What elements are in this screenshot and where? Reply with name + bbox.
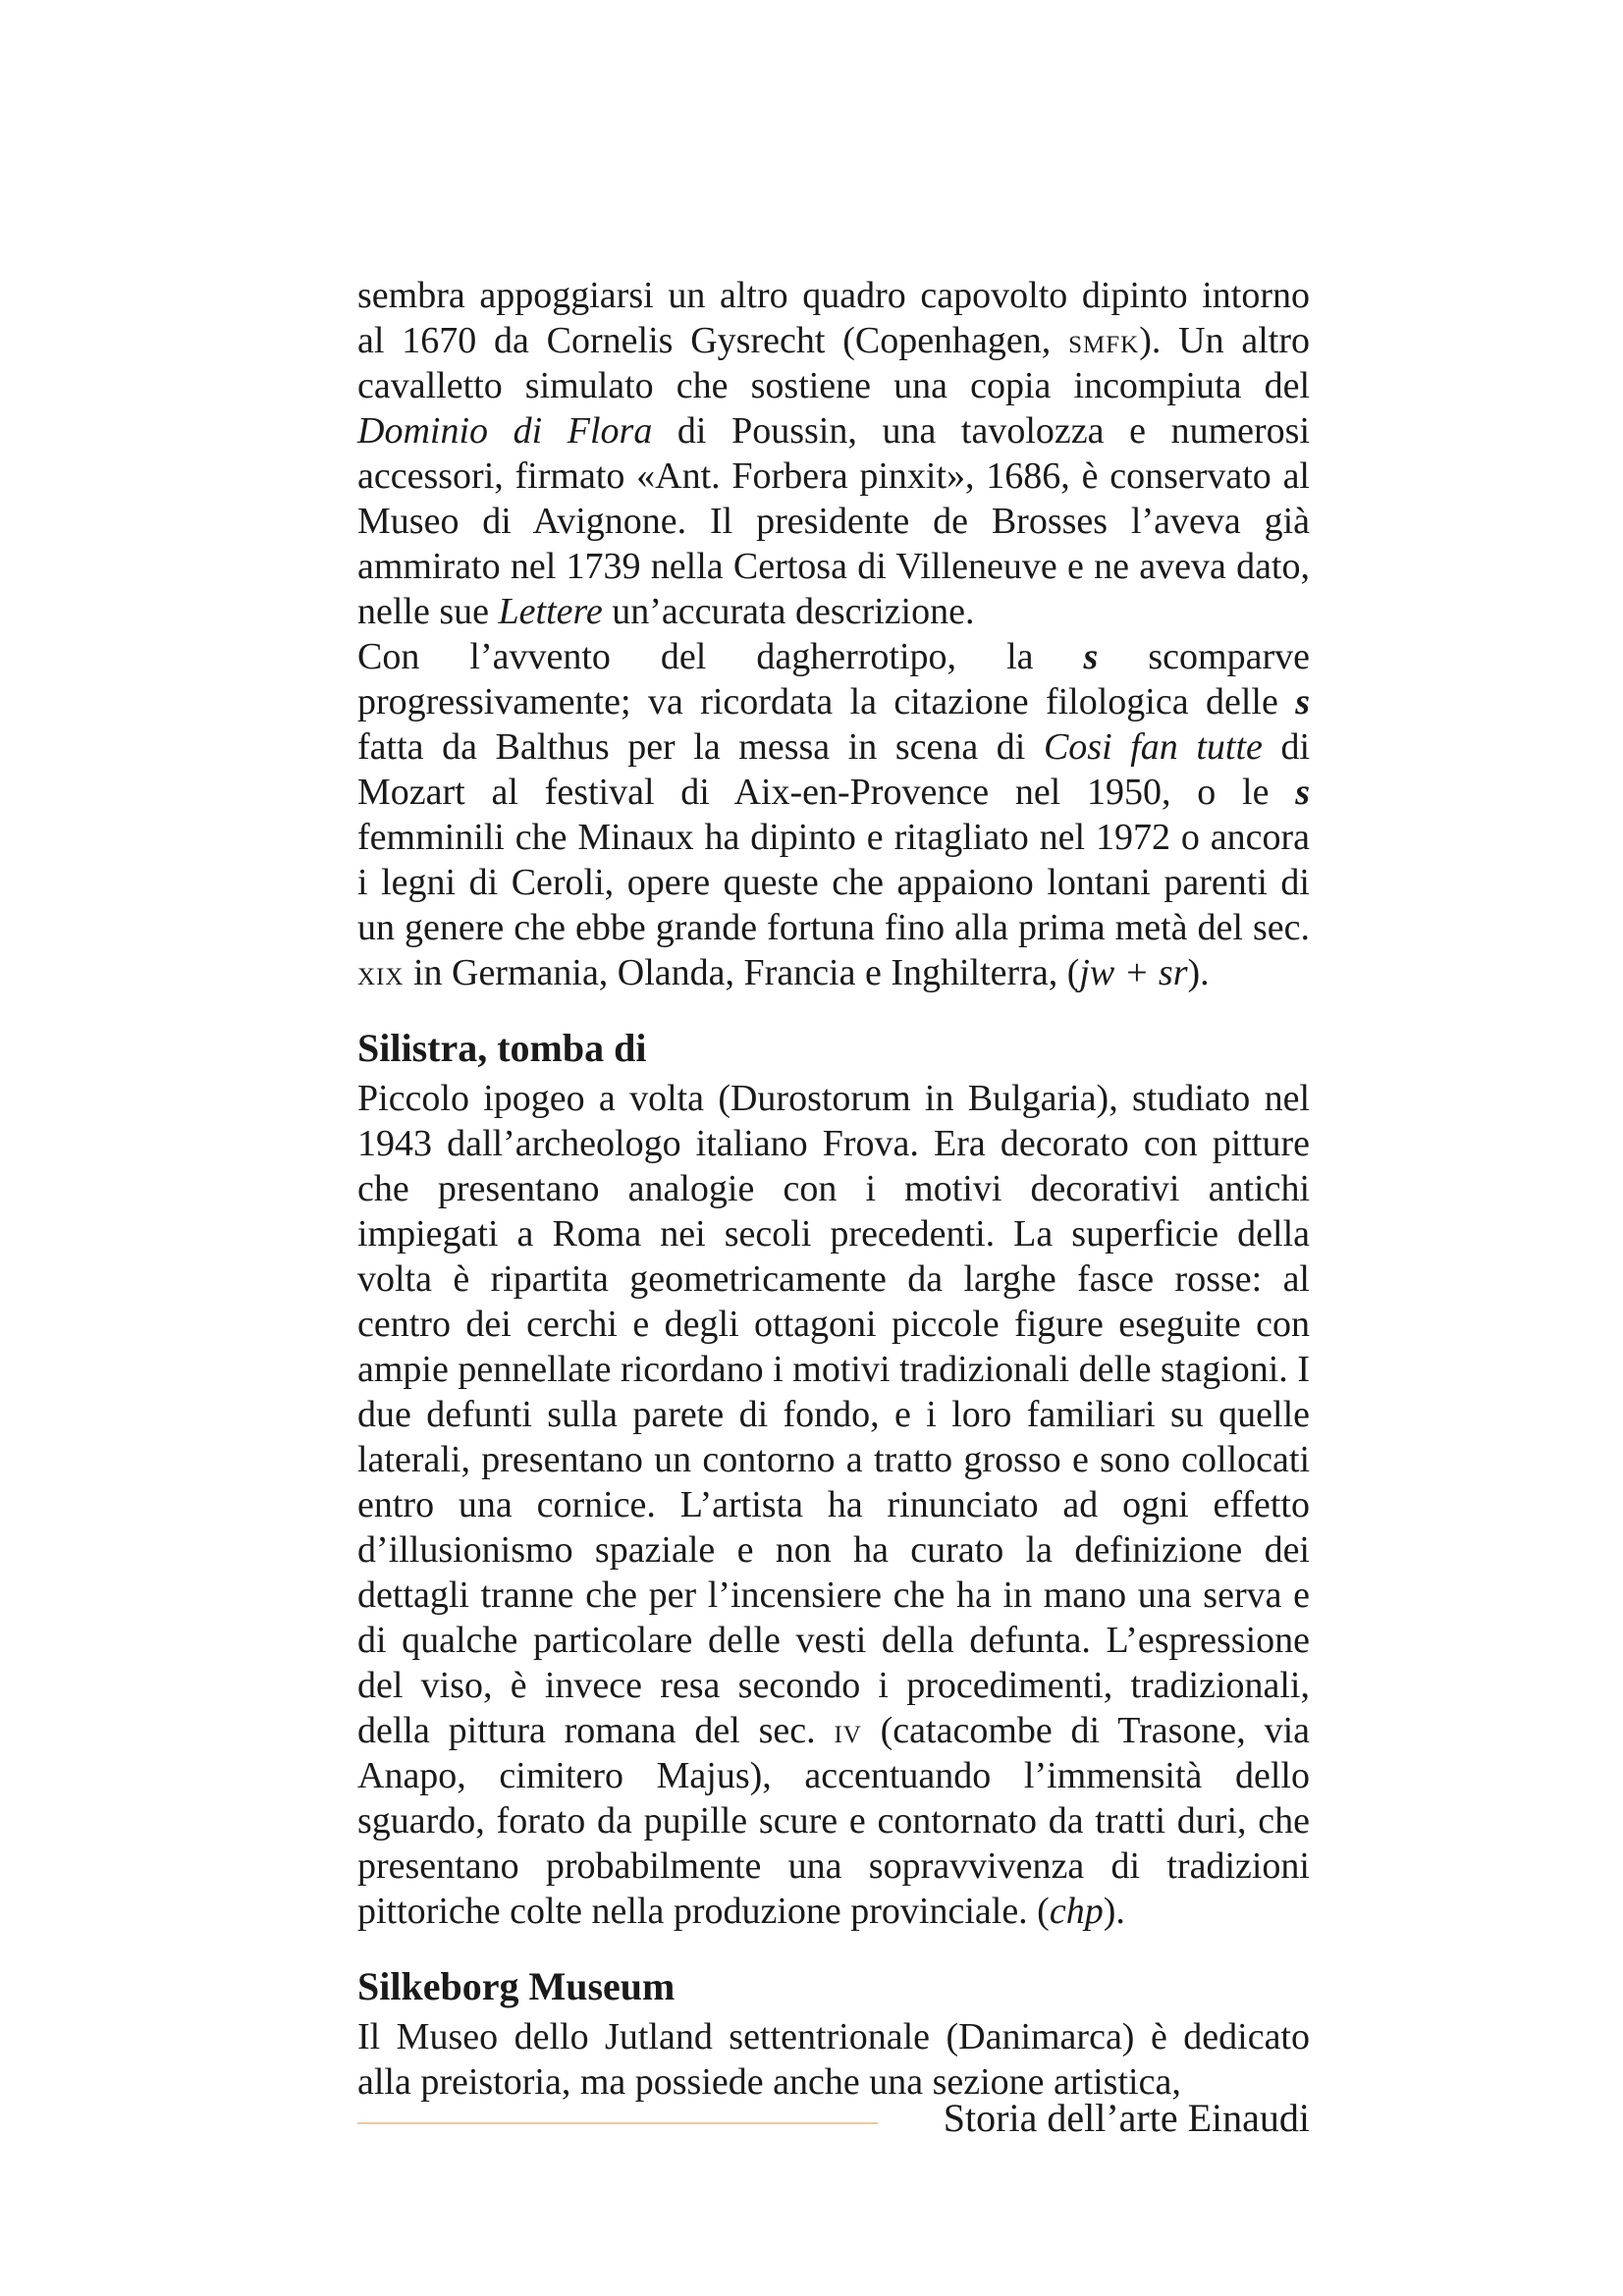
paragraph-continued-2 [357, 634, 1310, 995]
text-run: sembra appoggiarsi un altro quadro capovolto dipinto intorno al 1670 da Cornelis Gysrecht (Copenhagen, [357, 275, 1310, 361]
footer-rule [357, 2122, 878, 2124]
text-run: in Germania, Olanda, Francia e Inghilterra, ( [404, 952, 1080, 993]
text-run: un’accurata descrizione. [602, 591, 975, 632]
text-run: di Mozart al festival di Aix-en-Provence nel 1950, o le [357, 726, 1311, 813]
text-run: fatta da Balthus per la messa in scena di [357, 726, 1044, 768]
paragraph-continued-1 [357, 273, 1310, 634]
text-run: (catacombe di Trasone, via Anapo, cimitero Majus), accentuando l’immensità dello sguardo, forato da pupille scure e contornato da tratti duri, che presentano probabilmente una sopravvivenza di tradizioni pittoriche colte nella produzione provinciale. ( [357, 1710, 1310, 1932]
work-title-dominio-di-flora: Dominio di Flora [357, 410, 653, 452]
century-numeral: iv [834, 1711, 862, 1750]
text-run: Piccolo ipogeo a volta (Durostorum in Bulgaria), studiato nel 1943 dall’archeologo italiano Frova. Era decorato con pitture che presentano analogie con i motivi decorativi antichi impiegati a Roma nei secoli precedenti. La superficie della volta è ripartita geometricamente da larghe fasce rosse: al centro dei cerchi e degli ottagoni piccole figure eseguite con ampie pennellate ricordano i motivi tradizionali delle stagioni. I due defunti sulla parete di fondo, e i loro familiari su quelle laterali, presentano un contorno a tratto grosso e sono collocati entro una cornice. L’artista ha rinunciato ad ogni effetto d’illusionismo spaziale e non ha curato la definizione dei dettagli tranne che per l’incensiere che ha in mano una serva e di qualche particolare delle vesti della defunta. L’espressione del viso, è invece resa secondo i procedimenti, tradizionali, della pittura romana del sec. [357, 1078, 1310, 1751]
text-run: ). [1103, 1891, 1125, 1932]
text-run: di Poussin, una tavolozza e numerosi accessori, firmato «Ant. Forbera pinxit», 1686, è conservato al Museo di Avignone. Il presidente de Brosses l’aveva già ammirato nel 1739 nella Certosa di Villeneuve e ne aveva dato, nelle sue [357, 410, 1310, 632]
page-footer [357, 2091, 1310, 2150]
text-run: femminili che Minaux ha dipinto e ritagliato nel 1972 o ancora i legni di Ceroli, opere queste che appaiono lontani parenti di un genere che ebbe grande fortuna fino alla prima metà del sec. [357, 817, 1310, 948]
entry-heading-silistra: Silistra, tomba di [357, 1026, 647, 1070]
work-title-lettere: Lettere [498, 591, 603, 632]
text-run: scomparve progressivamente; va ricordata la citazione filologica delle [357, 636, 1310, 722]
text-run: Con l’avvento del dagherrotipo, la [357, 636, 1084, 677]
letter-s-emphasis: s [1295, 681, 1310, 722]
page-content [357, 273, 1310, 2105]
century-numeral: xix [357, 953, 405, 992]
author-initials: chp [1049, 1891, 1104, 1932]
letter-s-emphasis: s [1295, 772, 1310, 813]
entry-body-silistra [357, 1076, 1310, 1934]
footer-publication-title: Storia dell’arte Einaudi [943, 2096, 1310, 2140]
text-run: ). [1187, 952, 1210, 993]
letter-s-emphasis: s [1083, 636, 1099, 677]
entry-body-silkeborg: Il Museo dello Jutland settentrionale (Danimarca) è dedicato alla preistoria, ma possiede anche una sezione artistica, [357, 2016, 1310, 2103]
text-run: ). Un altro cavalletto simulato che sostiene una copia incompiuta del [357, 320, 1311, 406]
abbreviation-smfk: smfk [1068, 321, 1140, 360]
work-title-cosi-fan-tutte: Cosi fan tutte [1043, 726, 1263, 768]
author-initials: jw + sr [1079, 952, 1188, 993]
entry-heading-silkeborg: Silkeborg Museum [357, 1964, 676, 2008]
